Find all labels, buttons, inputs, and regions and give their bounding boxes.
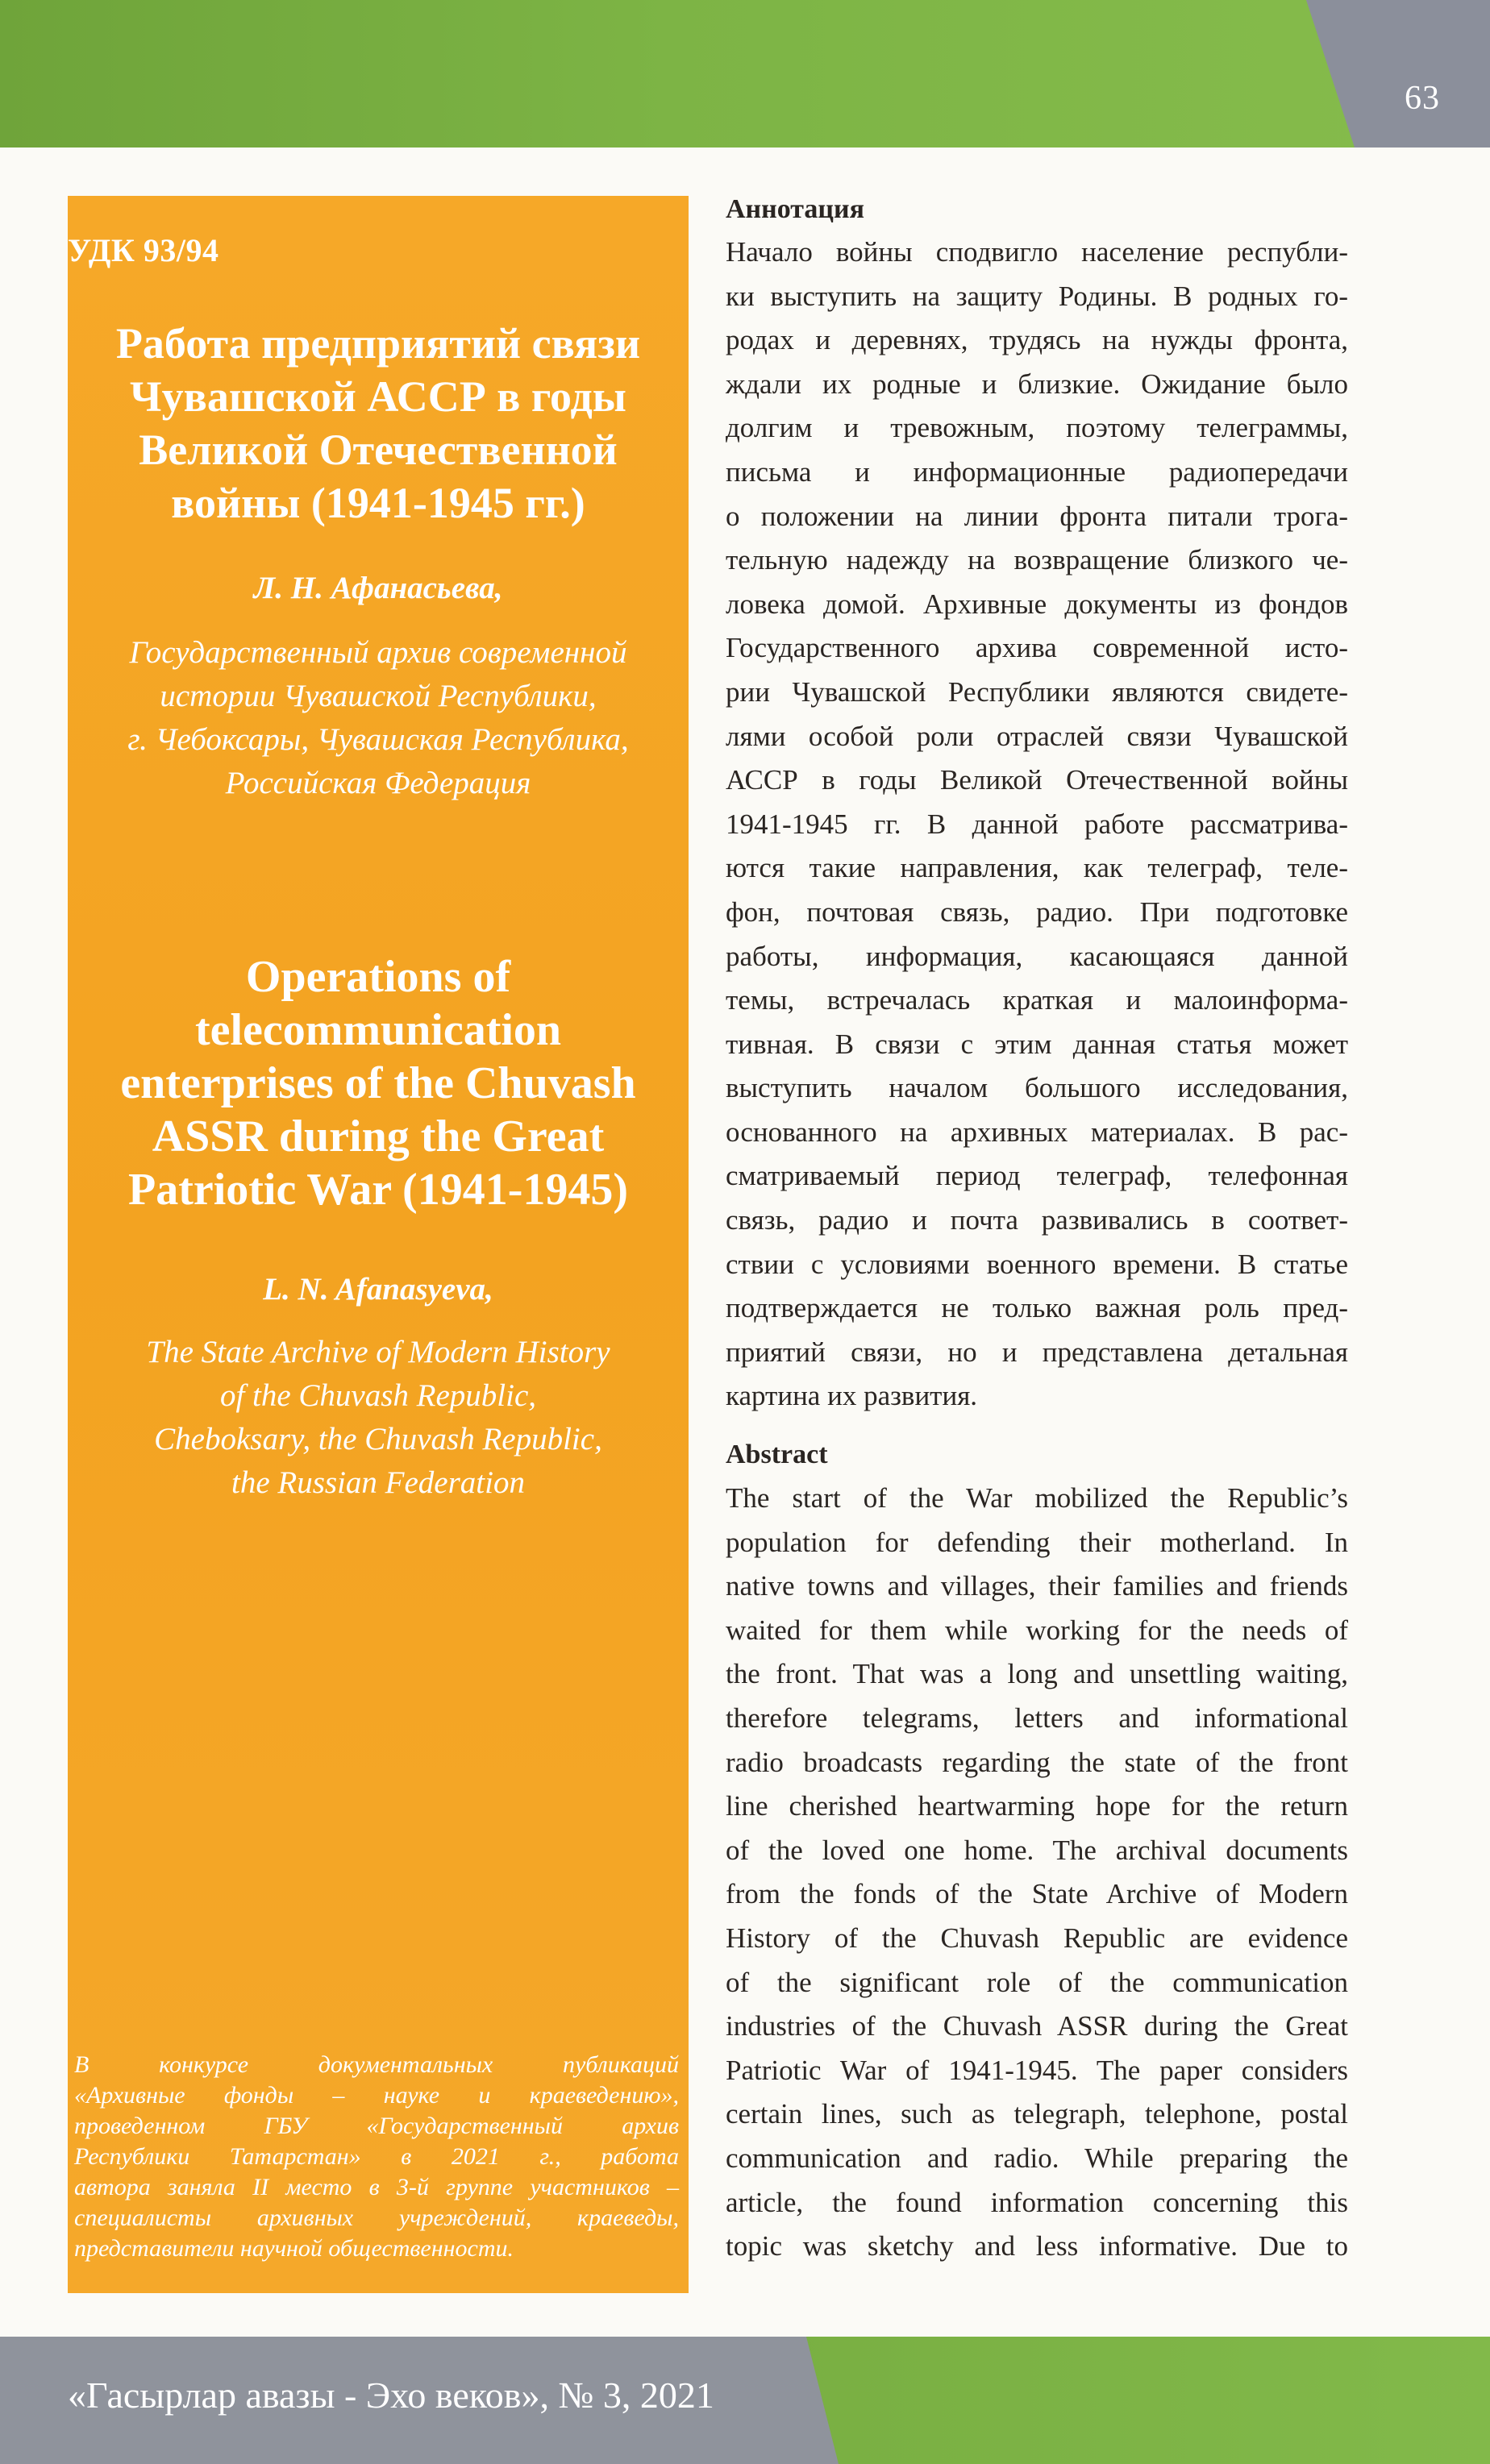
russian-title	[84, 317, 672, 530]
abstract-line: History of the Chuvash Republic are evidence	[726, 1922, 1348, 1954]
english-affiliation-line: The State Archive of Modern History	[146, 1335, 610, 1369]
abstract-section	[726, 1439, 1348, 1471]
english-title-line: enterprises of the Chuvash	[120, 1058, 636, 1108]
abstract-line: therefore telegrams, letters and informational	[726, 1702, 1348, 1734]
abstract-line: the front. That was a long and unsettling waiting,	[726, 1658, 1348, 1690]
abstract-line: The start of the War mobilized the Republic’s	[726, 1482, 1348, 1514]
note-line: Республики Татарстан» в 2021 г., работа	[74, 2143, 679, 2170]
note-line: проведенном ГБУ «Государственный архив	[74, 2113, 679, 2139]
english-affiliation-line: the Russian Federation	[231, 1465, 525, 1500]
russian-affiliation	[84, 631, 672, 805]
annotation-line: письма и информационные радиопередачи	[726, 455, 1348, 488]
russian-title-line: войны (1941-1945 гг.)	[171, 479, 585, 527]
russian-author: Л. Н. Афанасьева,	[253, 571, 503, 605]
abstract-line: waited for them while working for the needs of	[726, 1614, 1348, 1646]
note-line: автора заняла II место в 3-й группе участников –	[74, 2174, 679, 2200]
annotation-line: Государственного архива современной исто-	[726, 632, 1348, 664]
abstract-line: topic was sketchy and less informative. Due to	[726, 2230, 1348, 2262]
abstract-line: article, the found information concerning this	[726, 2186, 1348, 2218]
english-title	[84, 950, 672, 1216]
header-green-stripe	[0, 0, 1490, 148]
udk-code: УДК 93/94	[68, 232, 219, 268]
annotation-line: выступить началом большого исследования,	[726, 1072, 1348, 1104]
abstract-line: from the fonds of the State Archive of Modern	[726, 1878, 1348, 1910]
competition-note	[74, 2050, 679, 2264]
annotation-line: ствии с условиями военного времени. В статье	[726, 1248, 1348, 1280]
abstract-line: communication and radio. While preparing the	[726, 2142, 1348, 2174]
annotation-line: тельную надежду на возвращение близкого че-	[726, 544, 1348, 576]
journal-title: «Гасырлар авазы - Эхо веков», № 3, 2021	[68, 2375, 714, 2416]
russian-affiliation-line: г. Чебоксары, Чувашская Республика,	[127, 722, 629, 757]
english-title-line: Patriotic War (1941-1945)	[127, 1165, 629, 1215]
english-author: L. N. Afanasyeva,	[263, 1272, 493, 1307]
annotation-line: родах и деревнях, трудясь на нужды фронта,	[726, 324, 1348, 356]
english-title-line: ASSR during the Great	[152, 1112, 605, 1161]
annotation-line: 1941-1945 гг. В данной работе рассматрива-	[726, 808, 1348, 840]
annotation-line: лями особой роли отраслей связи Чувашской	[726, 720, 1348, 752]
annotation-line: ются такие направления, как телеграф, теле-	[726, 852, 1348, 884]
annotation-line: АССР в годы Великой Отечественной войны	[726, 764, 1348, 796]
abstract-line: native towns and villages, their families and friends	[726, 1570, 1348, 1602]
abstract-body	[726, 1477, 1348, 2269]
english-affiliation-line: Cheboksary, the Chuvash Republic,	[154, 1422, 602, 1456]
annotation-body	[726, 231, 1348, 1419]
annotation-line: картина их развития.	[726, 1380, 978, 1412]
page-number: 63	[1405, 80, 1440, 117]
russian-affiliation-line: истории Чувашской Республики,	[160, 679, 597, 713]
russian-title-line: Чувашской АССР в годы	[130, 372, 626, 421]
annotation-line: Начало войны сподвигло население республи-	[726, 236, 1348, 268]
english-affiliation	[84, 1331, 672, 1505]
note-line: В конкурсе документальных публикаций	[74, 2051, 679, 2078]
annotation-line: ждали их родные и близкие. Ожидание было	[726, 368, 1348, 400]
annotation-line: ки выступить на защиту Родины. В родных го-	[726, 280, 1348, 312]
annotation-line: тивная. В связи с этим данная статья может	[726, 1028, 1348, 1060]
annotation-line: ловека домой. Архивные документы из фондов	[726, 588, 1348, 620]
russian-title-line: Великой Отечественной	[139, 426, 618, 474]
abstract-line: radio broadcasts regarding the state of the front	[726, 1746, 1348, 1778]
abstract-line: population for defending their motherland. In	[726, 1526, 1348, 1558]
annotation-section	[726, 193, 1348, 226]
english-title-line: Operations of	[245, 952, 511, 1002]
annotation-heading: Аннотация	[726, 194, 864, 224]
abstract-line: Patriotic War of 1941-1945. The paper considers	[726, 2054, 1348, 2086]
article-info-panel	[68, 196, 689, 2293]
abstract-heading: Abstract	[726, 1440, 828, 1469]
english-affiliation-line: of the Chuvash Republic,	[219, 1378, 537, 1413]
annotation-line: фон, почтовая связь, радио. При подготовке	[726, 895, 1348, 928]
abstract-line: of the significant role of the communication	[726, 1966, 1348, 1998]
abstract-line: line cherished heartwarming hope for the return	[726, 1790, 1348, 1822]
annotation-line: приятий связи, но и представлена детальная	[726, 1336, 1348, 1368]
note-line: представители научной общественности.	[74, 2235, 514, 2262]
note-line: «Архивные фонды – науке и краеведению»,	[74, 2082, 679, 2109]
note-line: специалисты архивных учреждений, краеведы,	[74, 2204, 679, 2231]
russian-title-line: Работа предприятий связи	[115, 319, 641, 368]
annotation-line: рии Чувашской Республики являются свидете-	[726, 675, 1348, 708]
abstract-line: of the loved one home. The archival documents	[726, 1834, 1348, 1866]
annotation-line: основанного на архивных материалах. В рас-	[726, 1116, 1348, 1148]
annotation-line: работы, информация, касающаяся данной	[726, 940, 1348, 972]
russian-affiliation-line: Государственный архив современной	[129, 635, 627, 670]
abstract-line: certain lines, such as telegraph, telephone, postal	[726, 2098, 1348, 2130]
annotation-line: темы, встречалась краткая и малоинформа-	[726, 984, 1348, 1016]
annotation-line: о положении на линии фронта питали трога-	[726, 500, 1348, 532]
abstract-line: industries of the Chuvash ASSR during the Great	[726, 2010, 1348, 2042]
annotation-line: сматриваемый период телеграф, телефонная	[726, 1160, 1348, 1192]
annotation-line: долгим и тревожным, поэтому телеграммы,	[726, 412, 1348, 444]
english-title-line: telecommunication	[194, 1005, 562, 1055]
annotation-line: подтверждается не только важная роль пред-	[726, 1292, 1348, 1324]
russian-affiliation-line: Российская Федерация	[225, 766, 531, 800]
annotation-line: связь, радио и почта развивались в соответ-	[726, 1204, 1348, 1236]
header-band	[0, 0, 1490, 148]
